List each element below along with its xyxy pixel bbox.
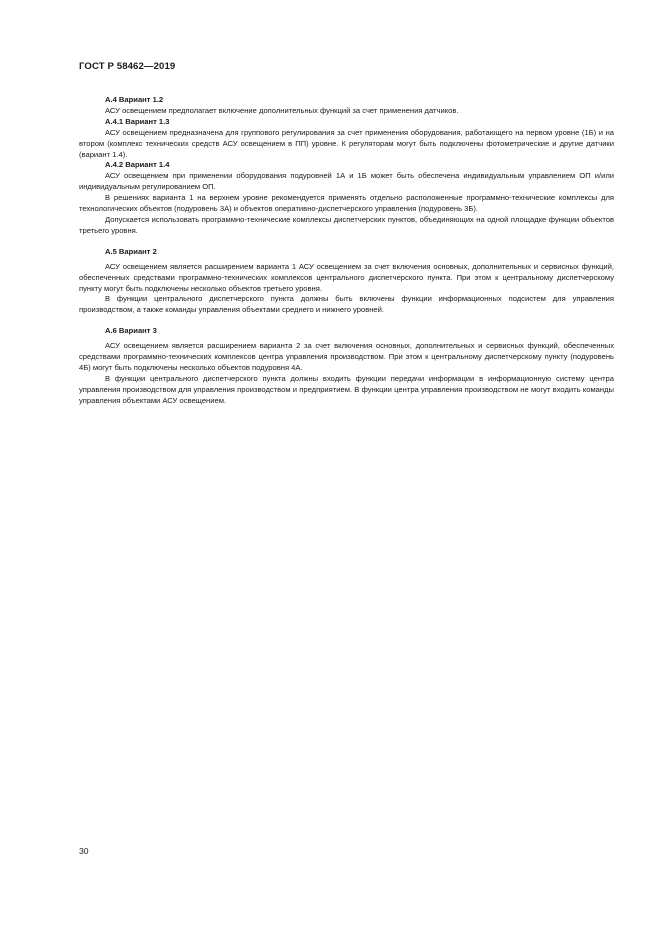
section-heading: А.5 Вариант 2 — [105, 246, 157, 256]
paragraph: АСУ освещением является расширением варианта 1 АСУ освещением за счет включения основных, дополнительных и сервисных функций, обеспеченных средствами программно-технических комплексов центрального диспетчерского пункта. При этом к центральному диспетчерскому пункту могут быть подключены несколько объектов третьего уровня. — [79, 261, 614, 293]
paragraph: АСУ освещением при применении оборудования подуровней 1А и 1Б может быть обеспечена индивидуальным управлением ОП и/или индивидуальным регулированием ОП. — [79, 171, 614, 192]
section-heading: А.4.2 Вариант 1.4 — [105, 160, 170, 170]
paragraph: В функции центрального диспетчерского пункта должны входить функции передачи информации в информационную систему центра управления производством для управления производством и предприятием. В функции центра управления производством не могут входить команды управления объектами АСУ освещением. — [79, 373, 614, 405]
section-heading: А.6 Вариант 3 — [105, 326, 157, 336]
document-body — [79, 95, 614, 407]
paragraph: АСУ освещением предназначена для группового регулирования за счет применения оборудования, работающего на первом уровне (1Б) и на втором (комплекс технических средств АСУ освещением в ПП) уровне. К регуляторам могут быть подключены фотометрические и другие датчики (вариант 1.4). — [79, 127, 614, 159]
paragraph: В решениях варианта 1 на верхнем уровне рекомендуется применять отдельно расположенные программно-технические комплексы для технологических объектов (подуровень 3А) и объектов оперативно-диспетчерского управления (подуровень 3Б). — [79, 193, 614, 214]
page-number: 30 — [79, 846, 89, 856]
paragraph: В функции центрального диспетчерского пункта должны быть включены функции информационных подсистем для управления производством, а также команды управления объектами среднего и нижнего уровней. — [79, 294, 614, 315]
section-heading: А.4.1 Вариант 1.3 — [105, 116, 170, 126]
document-code-header: ГОСТ Р 58462—2019 — [79, 61, 176, 72]
paragraph: Допускается использовать программно-технические комплексы диспетчерских пунктов, объединяющих на одной площадке функции объектов третьего уровня. — [79, 214, 614, 235]
paragraph: АСУ освещением является расширением варианта 2 за счет включения основных, дополнительных и сервисных функций, обеспеченных средствами программно-технических комплексов центра управления производством. При этом к центральному диспетчерскому пункту (подуровень 4Б) могут быть подключены несколько объектов подуровня 4А. — [79, 341, 614, 372]
section-heading: А.4 Вариант 1.2 — [105, 95, 164, 104]
paragraph: АСУ освещением предполагает включение дополнительных функций за счет применения датчиков. — [105, 105, 459, 115]
